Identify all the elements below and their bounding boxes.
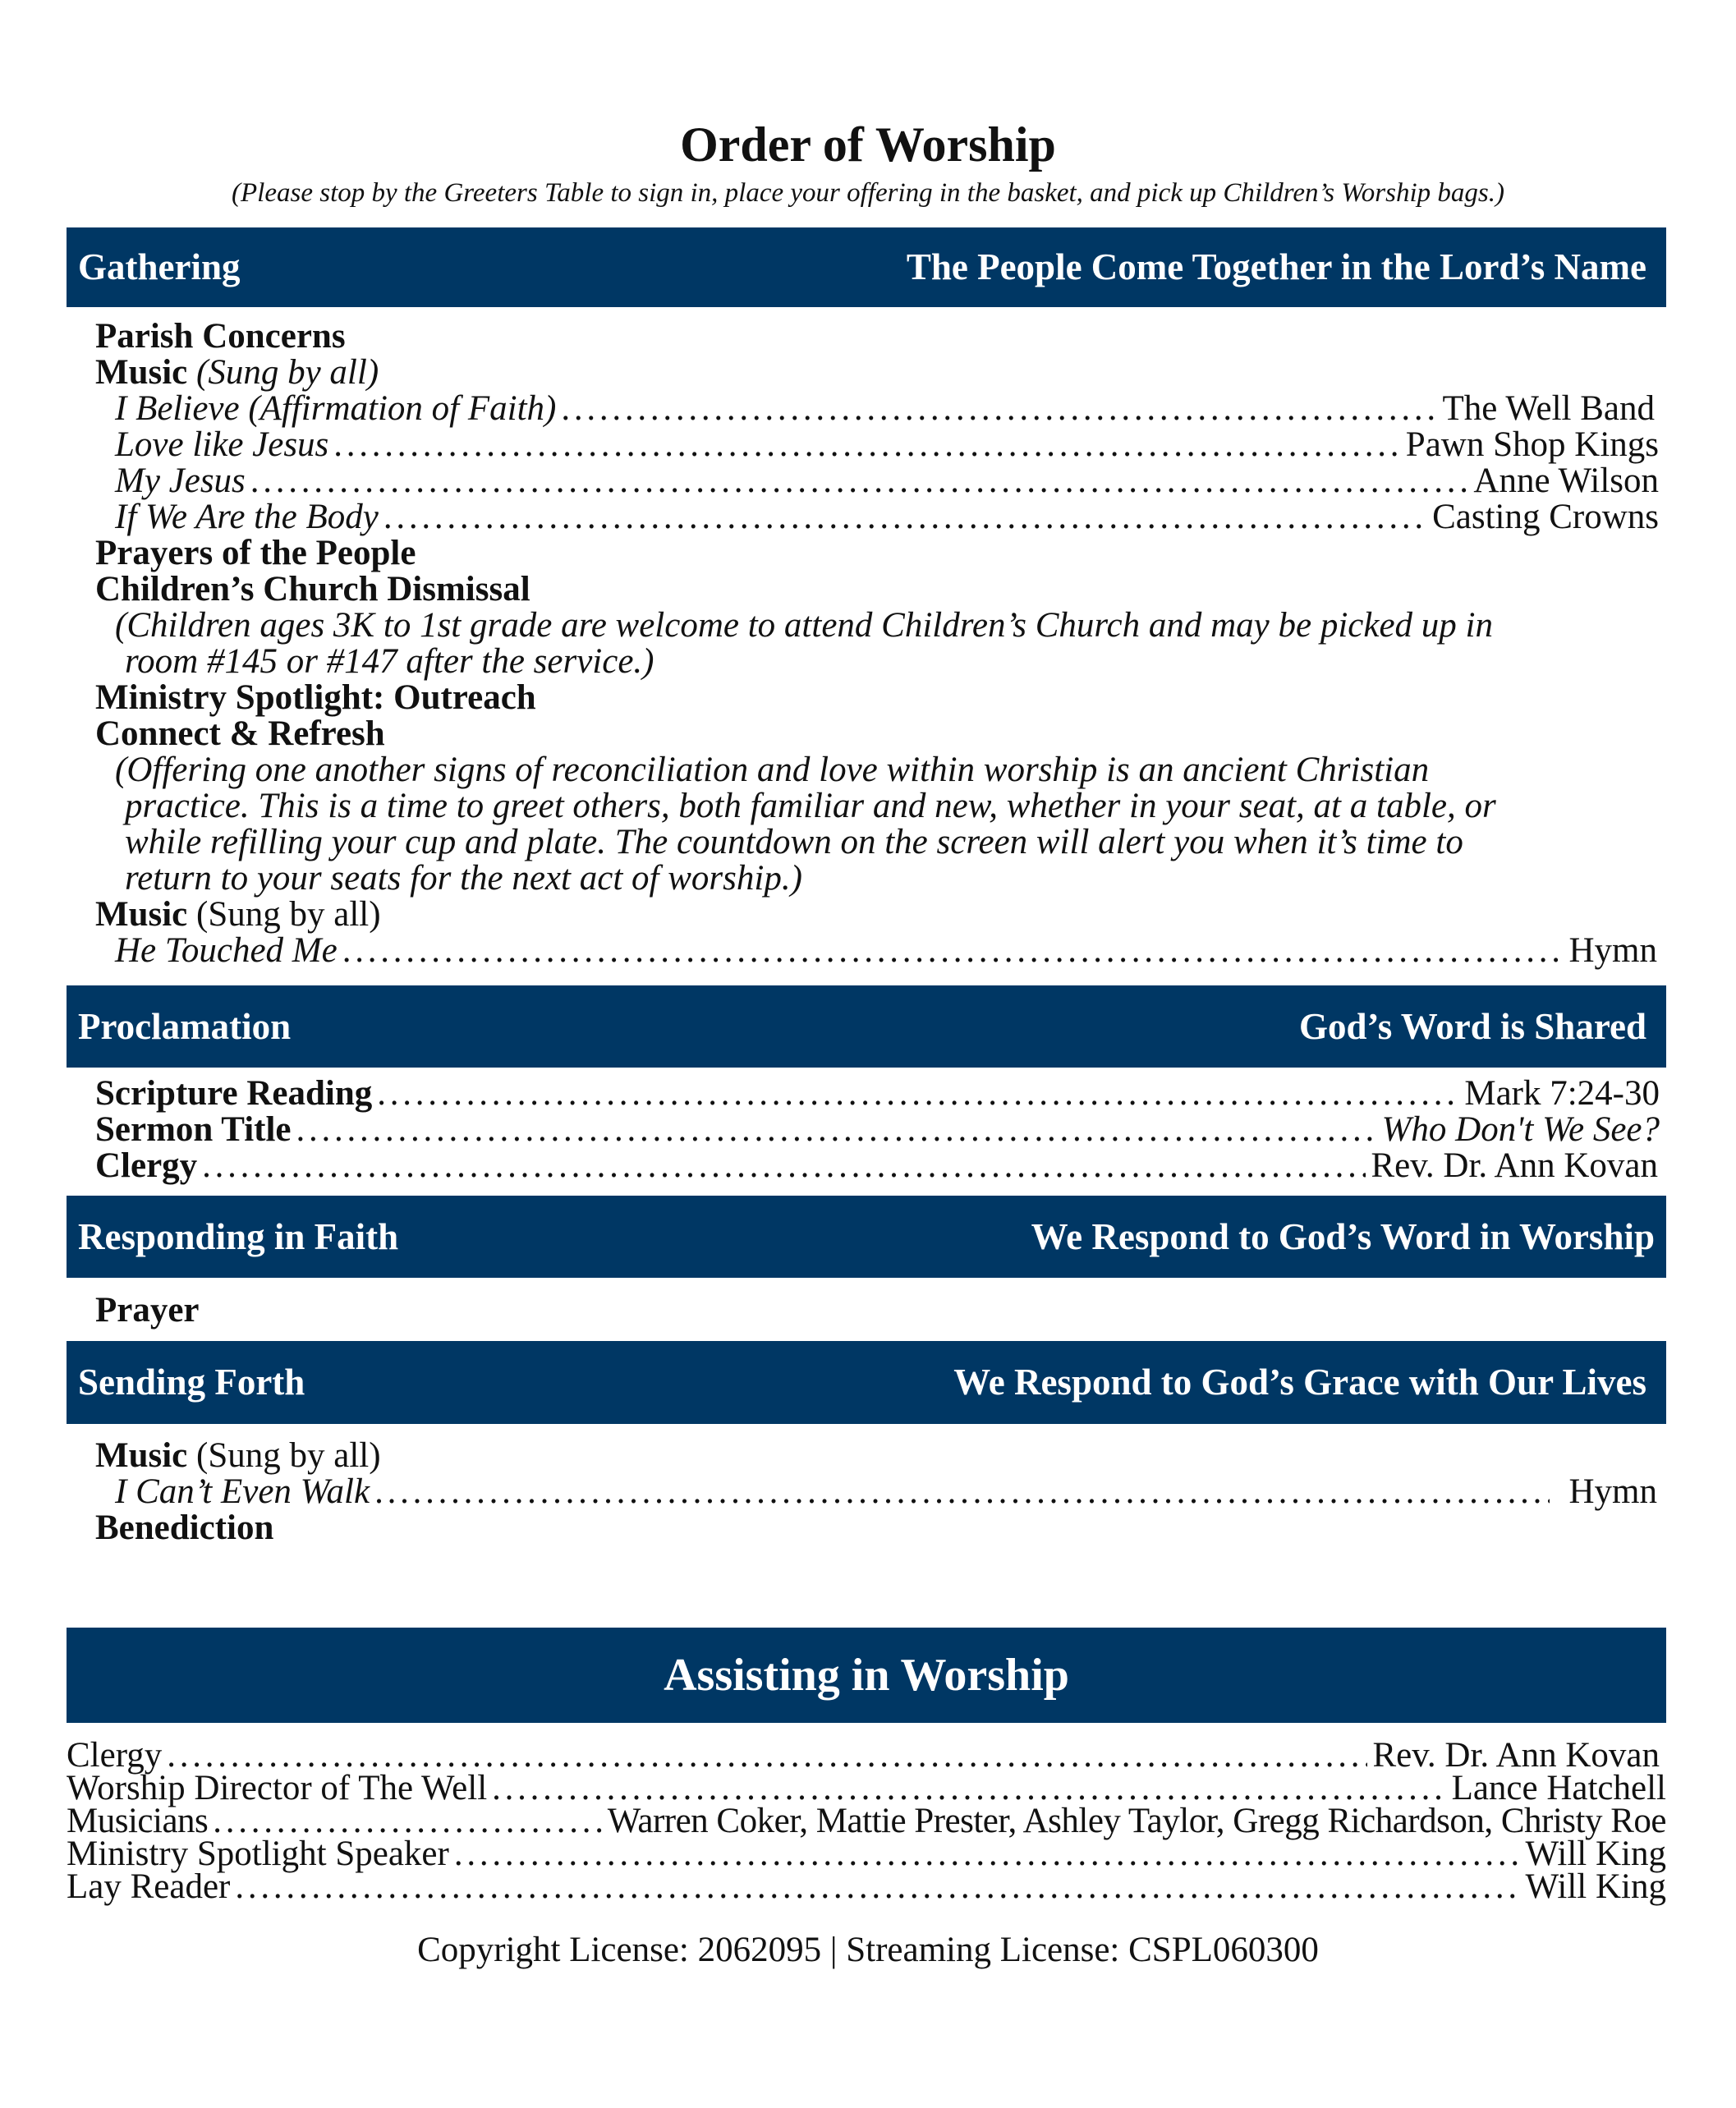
clergy-value: Rev. Dr. Ann Kovan [1371,1146,1658,1185]
music-label: Music [95,895,188,934]
dot-leader [235,1869,1520,1905]
item-benediction: Benediction [95,1509,274,1547]
sermon-value: Who Don't We See? [1381,1110,1660,1149]
dot-leader [250,463,1469,499]
song-artist: The Well Band [1442,389,1655,428]
song-artist: Casting Crowns [1432,498,1659,536]
assistant-row [67,1836,1666,1872]
dot-leader [202,1148,1366,1184]
song-row [115,463,1659,499]
assisting-heading: Assisting in Worship [664,1650,1069,1701]
section-description: We Respond to God’s Grace with Our Lives [953,1362,1646,1403]
scripture-value: Mark 7:24-30 [1464,1074,1660,1113]
music-label: Music [95,1436,188,1475]
song-title: I Believe (Affirmation of Faith) [115,389,557,428]
hymn-title: I Can’t Even Walk [115,1472,370,1511]
role-label: Ministry Spotlight Speaker [67,1835,449,1873]
scripture-label: Scripture Reading [95,1074,373,1113]
connect-note: practice. This is a time to greet others, both familiar and new, whether in your seat, at a table, or [125,787,1496,825]
section-band-sending [67,1341,1666,1424]
dot-leader [296,1112,1377,1148]
role-label: Clergy [67,1736,163,1775]
dot-leader [454,1836,1521,1872]
section-description: The People Come Together in the Lord’s Name [906,246,1646,287]
section-name: Sending Forth [78,1362,305,1403]
section-name: Responding in Faith [78,1216,399,1257]
page-title: Order of Worship [680,117,1056,172]
page-subtitle: (Please stop by the Greeters Table to sign in, place your offering in the basket, and pick up Children’s Worship bags.) [232,178,1504,208]
hymn-title: He Touched Me [115,931,338,970]
item-prayers-of-the-people: Prayers of the People [95,534,416,572]
section-band-responding [67,1196,1666,1278]
section-band-gathering [67,227,1666,307]
song-row [115,499,1659,535]
dot-leader [561,391,1437,427]
section-description: God’s Word is Shared [1298,1006,1646,1047]
section-band-proclamation [67,985,1666,1068]
song-title: If We Are the Body [115,498,379,536]
clergy-label: Clergy [95,1146,198,1185]
clergy-row [95,1148,1658,1184]
song-title: Love like Jesus [115,425,329,464]
role-label: Lay Reader [67,1867,231,1906]
section-name: Proclamation [78,1006,292,1047]
song-row [115,391,1655,427]
childrens-church-note: room #145 or #147 after the service.) [125,642,654,681]
section-name: Gathering [78,246,241,287]
music-note: (Sung by all) [196,1436,381,1475]
role-value: Will King [1525,1835,1666,1873]
song-row [115,427,1659,463]
sermon-row [95,1112,1660,1148]
item-connect-refresh: Connect & Refresh [95,714,385,753]
connect-note: return to your seats for the next act of worship.) [125,859,802,898]
music-label: Music [95,353,188,392]
dot-leader [377,1076,1459,1112]
section-band-assisting [67,1628,1666,1723]
role-label: Worship Director of The Well [67,1769,488,1807]
connect-note: (Offering one another signs of reconciliation and love within worship is an ancient Christian [115,751,1430,789]
item-prayer: Prayer [95,1291,200,1330]
hymn-row [115,933,1657,969]
dot-leader [383,499,1427,535]
role-value: Lance Hatchell [1451,1769,1666,1807]
hymn-label: Hymn [1568,931,1657,970]
song-artist: Pawn Shop Kings [1405,425,1659,464]
sermon-label: Sermon Title [95,1110,292,1149]
hymn-row [115,1474,1657,1510]
role-value: Warren Coker, Mattie Prester, Ashley Taylor, Gregg Richardson, Christy Roe [607,1802,1666,1840]
song-artist: Anne Wilson [1473,462,1659,500]
scripture-row [95,1076,1660,1112]
license-footer: Copyright License: 2062095 | Streaming License: CSPL060300 [417,1931,1319,1969]
dot-leader [342,933,1564,969]
role-value: Rev. Dr. Ann Kovan [1372,1736,1660,1775]
dot-leader [333,427,1401,463]
section-description: We Respond to God’s Word in Worship [1031,1216,1655,1257]
item-music-3 [0,1438,1736,1474]
role-value: Will King [1525,1867,1666,1906]
dot-leader [374,1474,1549,1510]
item-music-2 [0,897,1736,933]
hymn-label: Hymn [1568,1472,1657,1511]
item-music-1 [0,355,1736,391]
childrens-church-note: (Children ages 3K to 1st grade are welcome to attend Children’s Church and may be picked up in [115,606,1493,645]
music-note: (Sung by all) [196,353,379,392]
role-label: Musicians [67,1802,209,1840]
item-childrens-church: Children’s Church Dismissal [95,570,530,609]
music-note: (Sung by all) [196,895,381,934]
song-title: My Jesus [115,462,246,500]
item-parish-concerns: Parish Concerns [95,317,346,356]
item-ministry-spotlight: Ministry Spotlight: Outreach [95,678,536,717]
assistant-row [67,1869,1666,1905]
connect-note: while refilling your cup and plate. The countdown on the screen will alert you when it’s time to [125,823,1463,861]
